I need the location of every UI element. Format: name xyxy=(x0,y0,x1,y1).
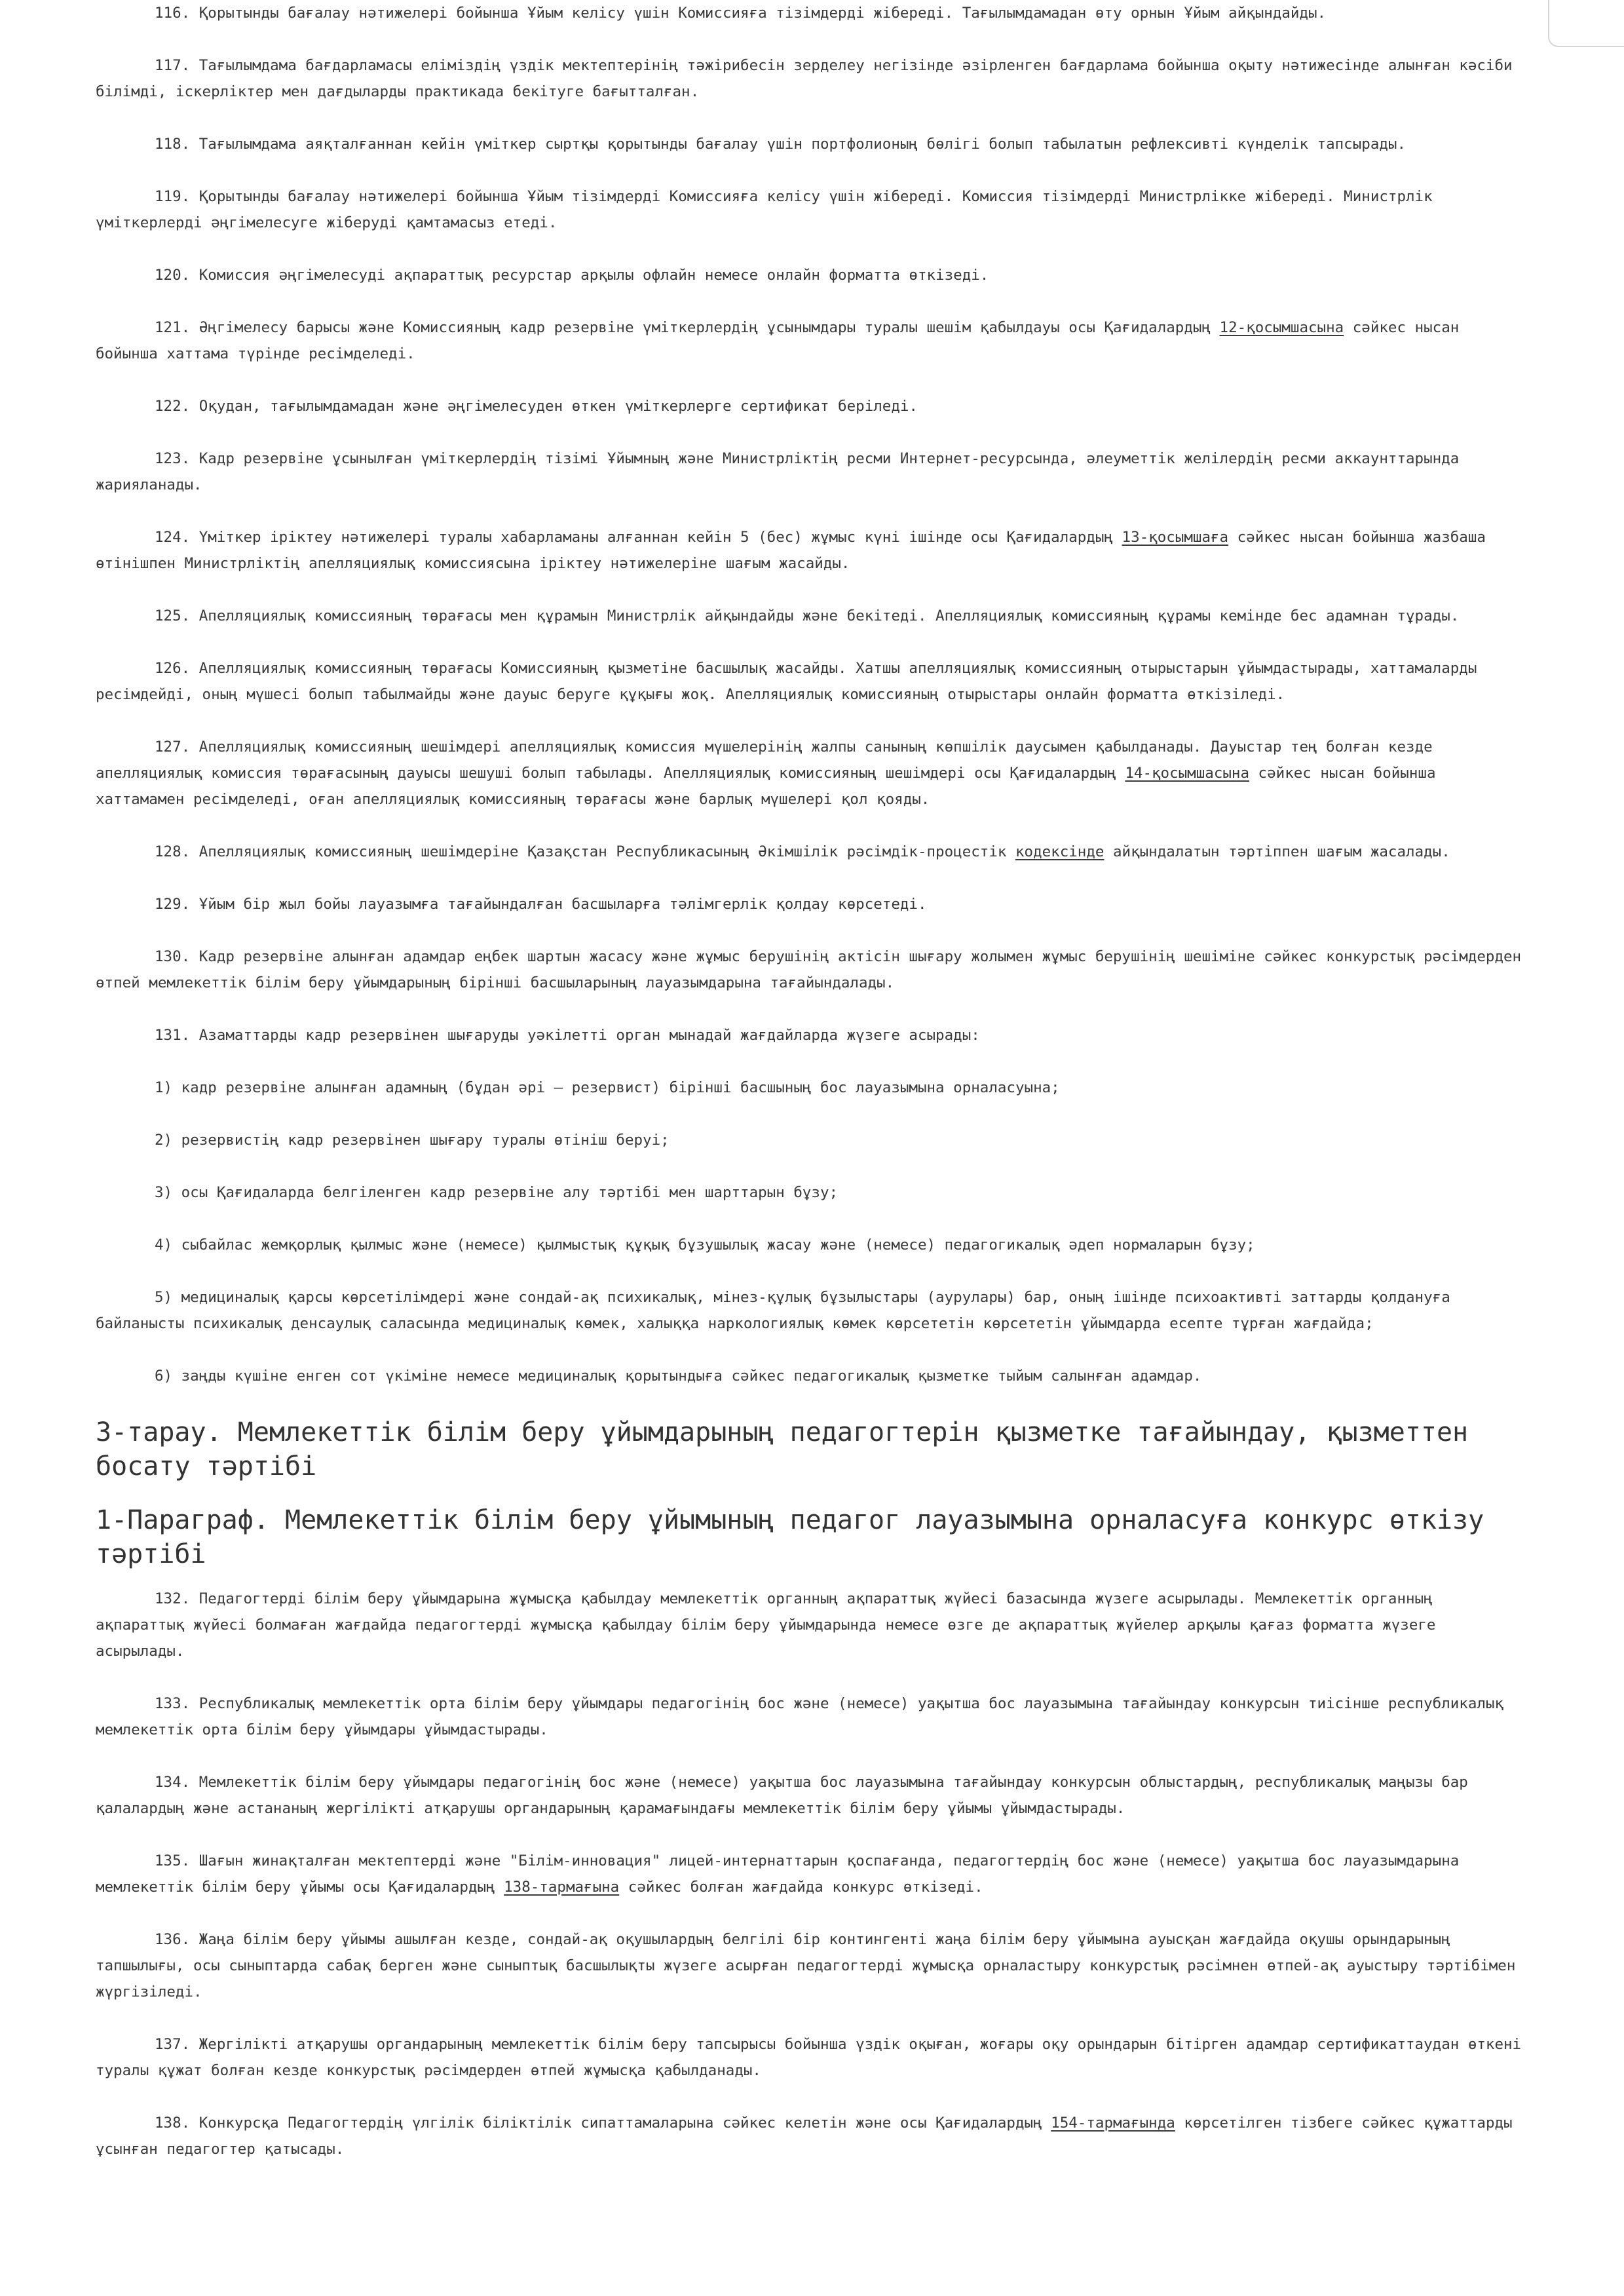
paragraph xyxy=(96,262,1527,288)
paragraph-text: 120. Комиссия әңгімелесуді ақпараттық ресурстар арқылы офлайн немесе онлайн форматта өткізеді. xyxy=(155,267,989,284)
paragraph xyxy=(96,1179,1527,1206)
paragraph xyxy=(96,1075,1527,1101)
paragraph xyxy=(96,1769,1527,1822)
paragraph-text: 127. Апелляциялық комиссияның шешімдері апелляциялық комиссия мүшелерінің жалпы санының көпшілік даусымен қабылданады. Дауыстар тең болған кезде апелляциялық комиссия төрағасының дауысы шешуші болып табылады. Апелляциялық комиссияның шешімдері осы Қағидалардың xyxy=(96,738,1433,782)
paragraph-text: айқындалатын тәртіппен шағым жасалады. xyxy=(1104,843,1450,860)
reference-link[interactable]: 12-қосымшасына xyxy=(1219,319,1344,336)
paragraph-text: 131. Азаматтарды кадр резервінен шығаруды уәкілетті орган мынадай жағдайларда жүзеге асырады: xyxy=(155,1027,980,1044)
paragraph xyxy=(96,734,1527,813)
paragraph xyxy=(96,1232,1527,1258)
paragraph-text: 118. Тағылымдама аяқталғаннан кейін үміткер сыртқы қорытынды бағалау үшін портфолионың бөлігі болып табылатын рефлексивті күнделік тапсырады. xyxy=(155,136,1407,153)
paragraph xyxy=(96,1022,1527,1048)
paragraph xyxy=(96,524,1527,577)
paragraph-text: 1) кадр резервіне алынған адамның (бұдан әрі – резервист) бірінші басшының бос лауазымына орналасуына; xyxy=(155,1079,1060,1096)
paragraph-text: 122. Оқудан, тағылымдамадан және әңгімелесуден өткен үміткерлерге сертификат беріледі. xyxy=(155,398,918,415)
paragraph-text: 124. Үміткер іріктеу нәтижелері туралы хабарламаны алғаннан кейін 5 (бес) жұмыс күні ішінде осы Қағидалардың xyxy=(155,529,1122,546)
paragraph xyxy=(96,131,1527,157)
paragraph xyxy=(96,1127,1527,1153)
paragraph-text: 123. Кадр резервіне ұсынылған үміткерлердің тізімі Ұйымның және Министрліктің ресми Интернет-ресурсында, әлеуметтік желілердің ресми аккаунттарында жарияланады. xyxy=(96,450,1460,493)
top-right-corner-box xyxy=(1548,0,1624,47)
paragraph-text: 6) заңды күшіне енген сот үкіміне немесе медициналық қорытындыға сәйкес педагогикалық қызметке тыйым салынған адамдар. xyxy=(155,1368,1202,1385)
paragraph-text: 129. Ұйым бір жыл бойы лауазымға тағайындалған басшыларға тәлімгерлік қолдау көрсетеді. xyxy=(155,896,927,913)
paragraph-heading: 1-Параграф. Мемлекеттік білім беру ұйымының педагог лауазымына орналасуға конкурс өткізу тәртібі xyxy=(96,1505,1484,1569)
paragraph-text: 134. Мемлекеттік білім беру ұйымдары педагогінің бос және (немесе) уақытша бос лауазымына тағайындау конкурсын облыстардың, республикалық маңызы бар қалалардың және астананың жергілікті атқарушы органдарының қарамағындағы мемлекеттік білім беру ұйымы ұйымдастырады. xyxy=(96,1774,1468,1817)
paragraph xyxy=(96,393,1527,419)
paragraph-text: 126. Апелляциялық комиссияның төрағасы Комиссияның қызметіне басшылық жасайды. Хатшы апелляциялық комиссияның отырыстарын ұйымдастырады, хаттамаларды ресімдейді, оның мүшесі болып табылмайды және дауыс беруге құқығы жоқ. Апелляциялық комиссияның отырыстары онлайн форматта өткізіледі. xyxy=(96,660,1477,703)
reference-link[interactable]: 14-қосымшасына xyxy=(1125,765,1250,782)
paragraph-text: 138. Конкурсқа Педагогтердің үлгілік біліктілік сипаттамаларына сәйкес келетін және осы Қағидалардың xyxy=(155,2114,1051,2132)
paragraph-text: 135. Шағын жинақталған мектептерді және "Білім-инновация" лицей-интернаттарын қоспағанда, педагогтердің бос және (немесе) уақытша бос лауазымдарына мемлекеттік білім беру ұйымы осы Қағидалардың xyxy=(96,1852,1460,1896)
paragraph-list-before xyxy=(96,0,1527,1389)
paragraph xyxy=(96,183,1527,236)
paragraph xyxy=(96,446,1527,498)
paragraph xyxy=(96,1926,1527,2005)
paragraph xyxy=(96,2031,1527,2084)
paragraph-text: 119. Қорытынды бағалау нәтижелері бойынша Ұйым тізімдерді Комиссияға келісу үшін жібереді. Комиссия тізімдерді Министрлікке жібереді. Министрлік үміткерлерді әңгімелесуге жіберуді қамтамасыз етеді. xyxy=(96,188,1433,231)
reference-link[interactable]: 154-тармағында xyxy=(1051,2114,1175,2132)
paragraph-text: 125. Апелляциялық комиссияның төрағасы мен құрамын Министрлік айқындайды және бекітеді. Апелляциялық комиссияның құрамы кемінде бес адамнан тұрады. xyxy=(155,607,1460,624)
paragraph xyxy=(96,2110,1527,2162)
paragraph-text: 137. Жергілікті атқарушы органдарының мемлекеттік білім беру тапсырысы бойынша үздік оқыған, жоғары оқу орындарын бітірген адамдар сертификаттаудан өткені туралы құжат болған кезде конкурстық рәсімдерден өтпей жұмысқа қабылданады. xyxy=(96,2036,1522,2079)
paragraph xyxy=(96,1691,1527,1743)
paragraph xyxy=(96,891,1527,917)
paragraph-text: сәйкес нысан бойынша хаттамамен ресімделеді, оған апелляциялық комиссияның төрағасы және барлық мүшелері қол қояды. xyxy=(96,765,1436,808)
paragraph-text: 133. Республикалық мемлекеттік орта білім беру ұйымдары педагогінің бос және (немесе) уақытша бос лауазымына тағайындау конкурсын тиісінше республикалық мемлекеттік орта білім беру ұйымдары ұйымдастырады. xyxy=(96,1695,1504,1738)
paragraph xyxy=(96,0,1527,26)
paragraph xyxy=(96,315,1527,367)
paragraph xyxy=(96,52,1527,105)
paragraph xyxy=(96,1284,1527,1337)
chapter-heading: 3-тарау. Мемлекеттік білім беру ұйымдарының педагогтерін қызметке тағайындау, қызметтен босату тәртібі xyxy=(96,1417,1469,1482)
paragraph xyxy=(96,655,1527,708)
paragraph xyxy=(96,1848,1527,1900)
paragraph-text: 2) резервистің кадр резервінен шығару туралы өтініш беруі; xyxy=(155,1132,670,1149)
paragraph-text: 5) медициналық қарсы көрсетілімдері және сондай-ақ психикалық, мінез-құлық бұзылыстары (аурулары) бар, оның ішінде психоактивті заттарды қолдануға байланысты психикалық денсаулық саласында медициналық көмек, халыққа наркологиялық көмек көрсететін көрсететін ұйымдарда есепте тұрған жағдайда; xyxy=(96,1289,1450,1332)
paragraph xyxy=(96,944,1527,996)
paragraph-text: 128. Апелляциялық комиссияның шешімдеріне Қазақстан Республикасының Әкімшілік рәсімдік-процестік xyxy=(155,843,1015,860)
paragraph xyxy=(96,1586,1527,1664)
paragraph-text: көрсетілген тізбеге сәйкес құжаттарды ұсынған педагогтер қатысады. xyxy=(96,2114,1513,2158)
paragraph xyxy=(96,603,1527,629)
paragraph-text: 117. Тағылымдама бағдарламасы еліміздің үздік мектептерінің тәжірибесін зерделеу негізінде әзірленген бағдарлама бойынша оқыту нәтижесінде алынған кәсіби білімді, іскерліктер мен дағдыларды практикада бекітуге бағытталған. xyxy=(96,57,1513,100)
paragraph-text: 136. Жаңа білім беру ұйымы ашылған кезде, сондай-ақ оқушылардың белгілі бір контингенті жаңа білім беру ұйымына ауысқан жағдайда оқушы орындарының тапшылығы, осы сыныптарда сабақ берген және сыныптық басшылықты жүзеге асырған педагогтерді жұмысқа орналастыру конкурстық рәсімнен өтпей-ақ ауыстыру тәртібімен жүргізіледі. xyxy=(96,1931,1516,2000)
paragraph-text: 4) сыбайлас жемқорлық қылмыс және (немесе) қылмыстық құқық бұзушылық жасау және (немесе) педагогикалық әдеп нормаларын бұзу; xyxy=(155,1236,1255,1253)
paragraph-text: 130. Кадр резервіне алынған адамдар еңбек шартын жасасу және жұмыс берушінің актісін шығару жолымен жұмыс берушінің шешіміне сәйкес конкурстық рәсімдерден өтпей мемлекеттік білім беру ұйымдарының бірінші басшыларының лауазымдарына тағайындалады. xyxy=(96,948,1522,991)
paragraph-text: 132. Педагогтерді білім беру ұйымдарына жұмысқа қабылдау мемлекеттік органның ақпараттық жүйесі базасында жүзеге асырылады. Мемлекеттік органның ақпараттық жүйесі болмаған жағдайда педагогтерді жұмысқа қабылдау білім беру ұйымдарында немесе өзге де ақпараттық жүйелер арқылы қағаз форматта жүзеге асырылады. xyxy=(96,1590,1436,1660)
document-body xyxy=(96,0,1527,2189)
paragraph-text: 116. Қорытынды бағалау нәтижелері бойынша Ұйым келісу үшін Комиссияға тізімдерді жібереді. Тағылымдамадан өту орнын Ұйым айқындайды. xyxy=(155,5,1327,22)
paragraph-list-after xyxy=(96,1586,1527,2162)
paragraph-text: сәйкес нысан бойынша жазбаша өтінішпен Министрліктің апелляциялық комиссиясына іріктеу нәтижелеріне шағым жасайды. xyxy=(96,529,1486,572)
paragraph-text: 3) осы Қағидаларда белгіленген кадр резервіне алу тәртібі мен шарттарын бұзу; xyxy=(155,1184,839,1201)
paragraph-text: сәйкес нысан бойынша хаттама түрінде ресімделеді. xyxy=(96,319,1460,362)
paragraph-text: 121. Әңгімелесу барысы және Комиссияның кадр резервіне үміткерлердің ұсынымдары туралы шешім қабылдауы осы Қағидалардың xyxy=(155,319,1220,336)
paragraph xyxy=(96,1363,1527,1389)
reference-link[interactable]: 13-қосымшаға xyxy=(1122,529,1229,546)
reference-link[interactable]: кодексінде xyxy=(1015,843,1105,860)
paragraph-text: сәйкес болған жағдайда конкурс өткізеді. xyxy=(619,1879,983,1896)
paragraph xyxy=(96,839,1527,865)
reference-link[interactable]: 138-тармағына xyxy=(504,1879,620,1896)
